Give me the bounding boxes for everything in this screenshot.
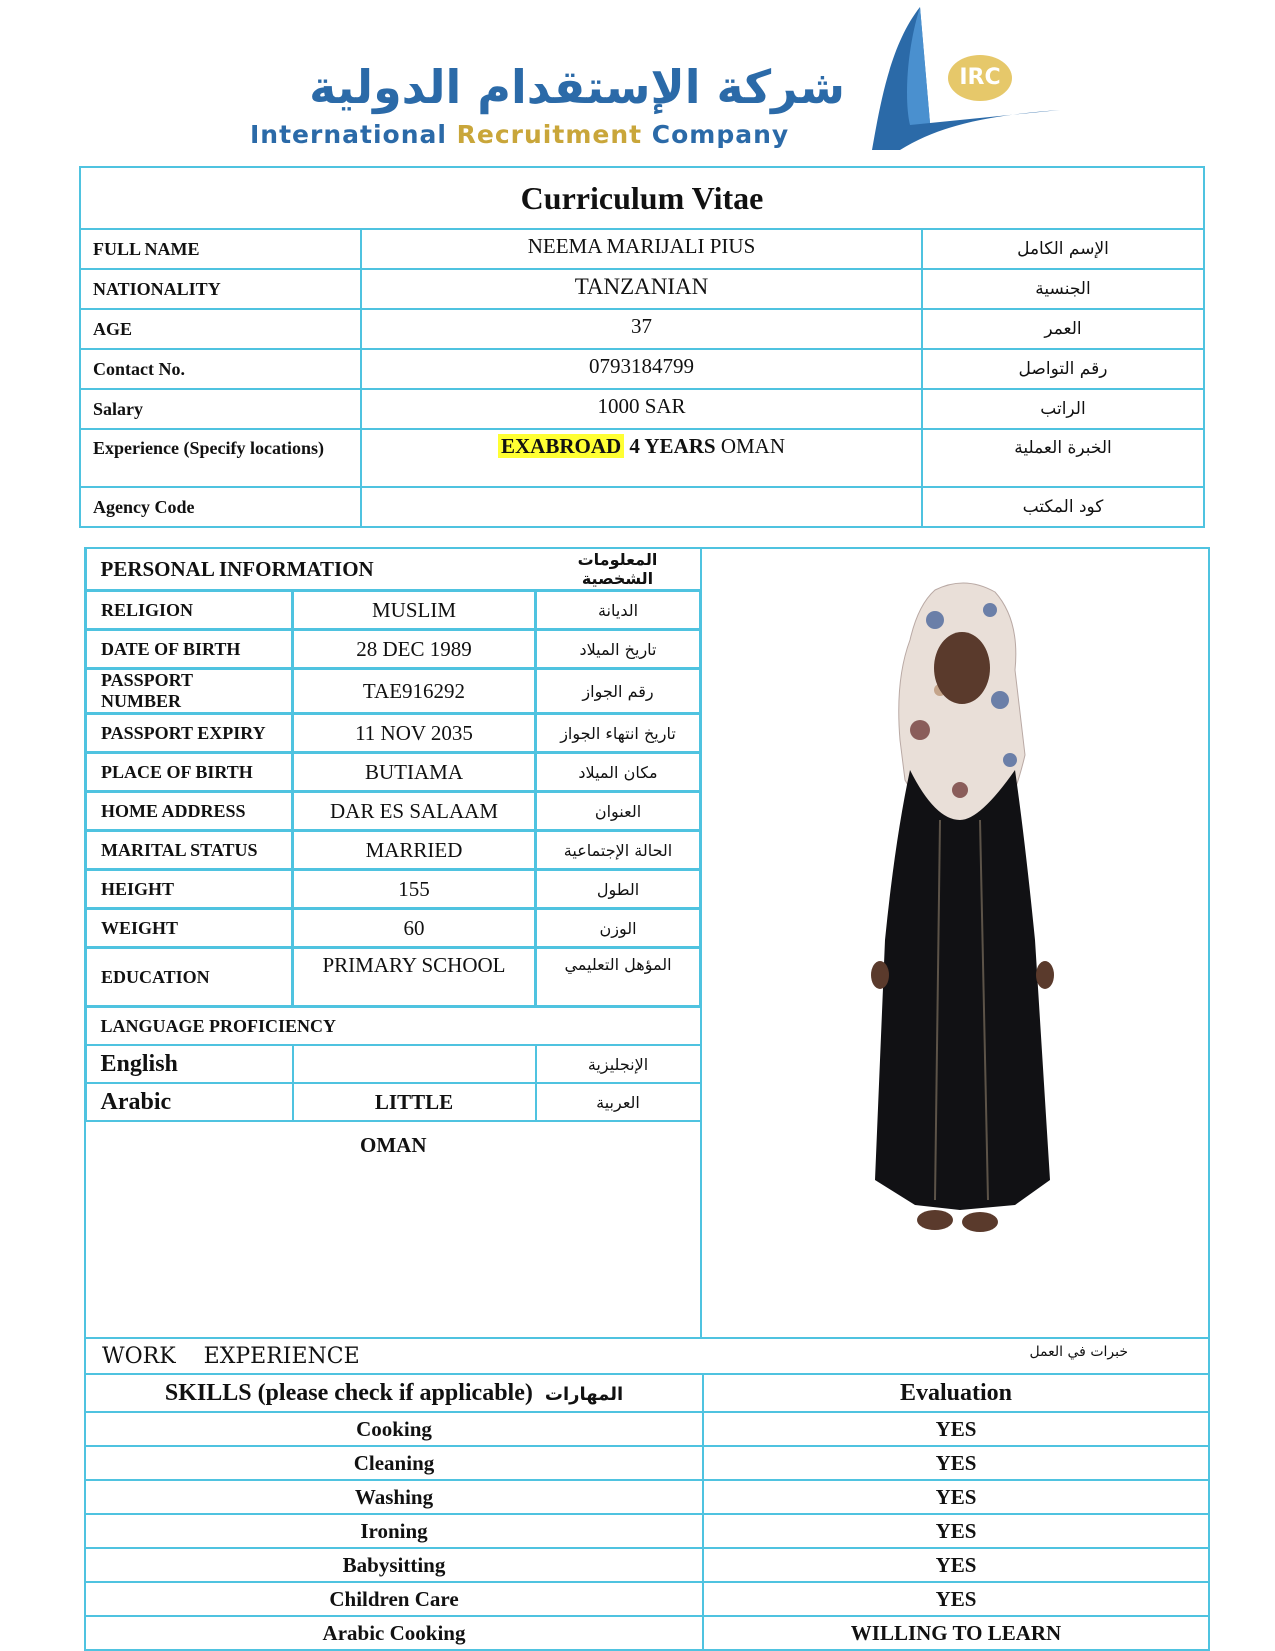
field-label: WEIGHT [86,909,293,948]
skill-evaluation: YES [703,1548,1209,1582]
field-value: DAR ES SALAAM [293,792,536,831]
field-value: 11 NOV 2035 [293,714,536,753]
company-name-part: Company [642,120,790,149]
language-level [293,1045,536,1083]
personal-info-table [84,547,702,1122]
skill-name: Children Care [85,1582,703,1616]
field-value [361,487,922,527]
table-row [80,389,1204,429]
field-label: RELIGION [86,591,293,630]
table-row [86,1007,701,1046]
field-label: AGE [80,309,361,349]
field-label: FULL NAME [80,229,361,269]
candidate-photo [840,580,1090,1260]
skill-evaluation: YES [703,1514,1209,1548]
field-value: 28 DEC 1989 [293,630,536,669]
field-label-arabic: الخبرة العملية [922,429,1204,487]
table-row [85,1446,1209,1480]
company-name-part: Recruitment [456,120,643,149]
cv-title: Curriculum Vitae [80,167,1204,229]
field-label: Experience (Specify locations) [80,429,361,487]
field-label-arabic: الجنسية [922,269,1204,309]
field-label-arabic: كود المكتب [922,487,1204,527]
field-value: 1000 SAR [361,389,922,429]
skill-evaluation: YES [703,1412,1209,1446]
field-label-arabic: مكان الميلاد [536,753,701,792]
table-row [86,714,701,753]
table-row [85,1582,1209,1616]
table-row [86,591,701,630]
table-row [85,1548,1209,1582]
table-row [86,909,701,948]
table-row [85,1412,1209,1446]
section-heading: PERSONAL INFORMATION [86,548,536,591]
table-row [86,1083,701,1121]
table-row [86,630,701,669]
field-label-arabic: الإسم الكامل [922,229,1204,269]
field-label-arabic: رقم التواصل [922,349,1204,389]
experience-label: EXPERIENCE [203,1343,360,1369]
field-label-arabic: الراتب [922,389,1204,429]
table-row [86,548,701,591]
cv-summary-table [79,166,1205,528]
experience-highlight: EXABROAD [498,434,624,458]
experience-years: 4 YEARS [629,434,716,458]
table-row [80,269,1204,309]
field-label: NATIONALITY [80,269,361,309]
table-row [86,948,701,1007]
field-label: Salary [80,389,361,429]
company-name-english [250,120,850,149]
field-label: PLACE OF BIRTH [86,753,293,792]
field-label: Contact No. [80,349,361,389]
field-value: PRIMARY SCHOOL [293,948,536,1007]
skills-heading-text: SKILLS (please check if applicable) [164,1379,533,1406]
skill-evaluation: YES [703,1480,1209,1514]
country-note: OMAN [360,1133,427,1157]
field-label-arabic: تاريخ الميلاد [536,630,701,669]
skills-heading [85,1374,703,1412]
field-label: PASSPORT EXPIRY [86,714,293,753]
field-value: MARRIED [293,831,536,870]
skill-evaluation: YES [703,1446,1209,1480]
table-row [86,831,701,870]
skill-evaluation: YES [703,1582,1209,1616]
field-label: HEIGHT [86,870,293,909]
work-experience-heading-arabic: خبرات في العمل [1029,1343,1128,1360]
table-row [80,229,1204,269]
table-row [80,309,1204,349]
company-name-part: International [250,120,457,149]
irc-badge: IRC [948,55,1012,101]
company-name-arabic: شركة الإستقدام الدولية [309,60,845,114]
skill-name: Cooking [85,1412,703,1446]
field-label: Agency Code [80,487,361,527]
table-row [85,1480,1209,1514]
skill-name: Ironing [85,1514,703,1548]
field-label: EDUCATION [86,948,293,1007]
table-row [86,753,701,792]
section-heading-arabic: المعلومات الشخصية [536,548,701,591]
skill-name: Babysitting [85,1548,703,1582]
field-label: DATE OF BIRTH [86,630,293,669]
field-label: PASSPORT NUMBER [86,669,293,714]
table-row [85,1374,1209,1412]
table-row [85,1338,1209,1374]
field-value: TAE916292 [293,669,536,714]
work-experience-heading [85,1338,1209,1374]
field-value: MUSLIM [293,591,536,630]
skills-table [84,1337,1210,1651]
skill-name: Washing [85,1480,703,1514]
work-label: WORK [102,1343,176,1369]
table-row [80,429,1204,487]
language-heading: LANGUAGE PROFICIENCY [86,1007,701,1046]
language-label-arabic: العربية [536,1083,701,1121]
skill-evaluation: WILLING TO LEARN [703,1616,1209,1650]
table-row [86,1045,701,1083]
field-label-arabic: تاريخ انتهاء الجواز [536,714,701,753]
field-label-arabic: العنوان [536,792,701,831]
table-row [86,669,701,714]
field-label-arabic: الحالة الإجتماعية [536,831,701,870]
field-value: 0793184799 [361,349,922,389]
field-label-arabic: الطول [536,870,701,909]
experience-location: OMAN [720,434,785,458]
table-row [85,1616,1209,1650]
language-label: Arabic [86,1083,293,1121]
field-label: MARITAL STATUS [86,831,293,870]
field-label-arabic: العمر [922,309,1204,349]
language-label-arabic: الإنجليزية [536,1045,701,1083]
language-label: English [86,1045,293,1083]
skill-name: Cleaning [85,1446,703,1480]
language-level: LITTLE [293,1083,536,1121]
evaluation-heading: Evaluation [703,1374,1209,1412]
field-label-arabic: المؤهل التعليمي [536,948,701,1007]
table-row [86,792,701,831]
table-row [80,487,1204,527]
field-value: 37 [361,309,922,349]
field-label-arabic: رقم الجواز [536,669,701,714]
field-value: BUTIAMA [293,753,536,792]
field-value: NEEMA MARIJALI PIUS [361,229,922,269]
field-label-arabic: الديانة [536,591,701,630]
field-label: HOME ADDRESS [86,792,293,831]
table-row [85,1514,1209,1548]
field-value: 155 [293,870,536,909]
field-value: 60 [293,909,536,948]
experience-value [361,429,922,487]
field-value: TANZANIAN [361,269,922,309]
field-label-arabic: الوزن [536,909,701,948]
table-row [80,349,1204,389]
skills-heading-arabic: المهارات [544,1383,624,1405]
table-row [86,870,701,909]
skill-name: Arabic Cooking [85,1616,703,1650]
